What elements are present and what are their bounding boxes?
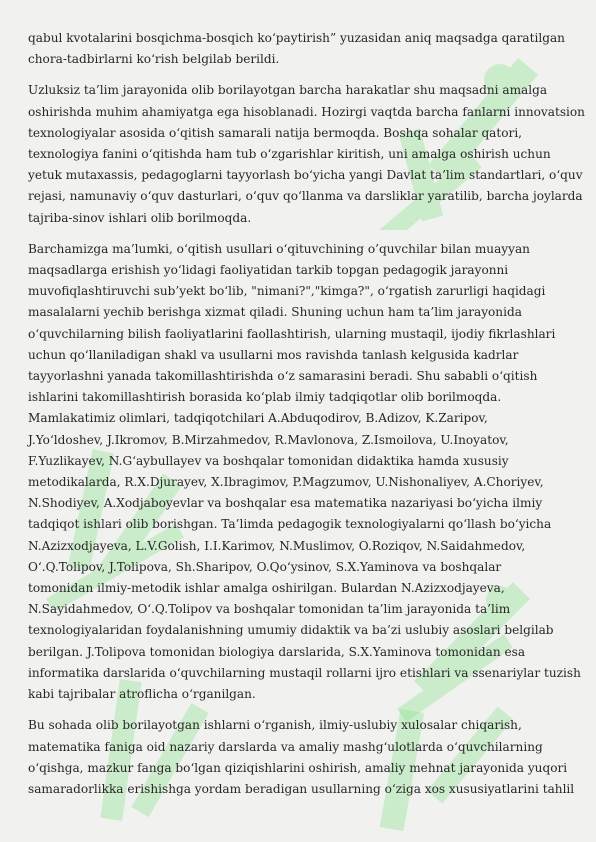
text-line: texnologiya fanini o‘qitishda ham tub o‘zgarishlar kiritish, uni amalga oshirish uchun bbox=[28, 147, 551, 162]
text-line: metodikalarda, R.X.Djurayev, X.Ibragimov, P.Magzumov, U.Nishonaliyev, A.Choriyev, bbox=[28, 475, 544, 490]
paragraph bbox=[28, 80, 585, 228]
text-line: N.Sayidahmedov, O‘.Q.Tolipov va boshqalar tomonidan ta’lim jarayonida ta’lim bbox=[28, 602, 511, 617]
text-line: tayyorlashni yanada takomillashtirishda o‘z samarasini beradi. Shu sababli o‘qitish bbox=[28, 369, 538, 384]
text-line: berilgan. J.Tolipova tomonidan biologiya darslarida, S.X.Yaminova tomonidan esa bbox=[28, 644, 526, 659]
text-line: rejasi, namunaviy o‘quv dasturlari, o‘quv qo‘llanma va darsliklar yaratilib, barcha joylarda bbox=[28, 189, 583, 204]
text-line: Bu sohada olib borilayotgan ishlarni o‘rganish, ilmiy-uslubiy xulosalar chiqarish, bbox=[28, 718, 522, 733]
text-line: oshirishda muhim ahamiyatga ega hisoblanadi. Hozirgi vaqtda barcha fanlarni innovatsion bbox=[28, 104, 585, 119]
text-line: Mamlakatimiz olimlari, tadqiqotchilari A.Abduqodirov, B.Adizov, K.Zaripov, bbox=[28, 411, 488, 426]
text-line: chora-tadbirlarni ko‘rish belgilab berildi. bbox=[28, 52, 280, 67]
paragraph bbox=[28, 28, 568, 70]
text-line: samaradorlikka erishishga yordam beradigan usullarning o‘ziga xos xususiyatlarini tahlil bbox=[28, 781, 575, 796]
text-line: texnologiyalar asosida o‘qitish samarali natija bermoqda. Boshqa sohalar qatori, bbox=[28, 125, 523, 140]
text-line: O‘.Q.Tolipov, J.Tolipova, Sh.Sharipov, O.Qo‘ysinov, S.X.Yaminova va boshqalar bbox=[28, 559, 502, 574]
paragraph bbox=[28, 715, 575, 800]
text-line: yetuk mutaxassis, pedagoglarni tayyorlash bo‘yicha yangi Davlat ta’lim standartlari, o‘quv bbox=[28, 168, 583, 183]
text-line: tajriba-sinov ishlari olib borilmoqda. bbox=[28, 210, 252, 225]
text-line: Uzluksiz ta’lim jarayonida olib borilayotgan barcha harakatlar shu maqsadni amalga bbox=[28, 83, 548, 98]
document-body bbox=[28, 28, 585, 810]
text-line: o‘qishga, mazkur fanga bo‘lgan qiziqishlarini oshirish, amaliy mehnat jarayonida yuqori bbox=[28, 760, 568, 775]
text-line: qabul kvotalarini bosqichma-bosqich ko‘paytirish” yuzasidan aniq maqsadga qaratilgan bbox=[28, 31, 565, 45]
text-line: muvofiqlashtiruvchi sub’yekt bo‘lib, "nimani?","kimga?", o‘rgatish zarurligi haqidagi bbox=[28, 284, 546, 299]
text-line: maqsadlarga erishish yo‘lidagi faoliyatidan tarkib topgan pedagogik jarayonni bbox=[28, 263, 509, 278]
text-line: ishlarini takomillashtirish borasida ko‘plab ilmiy tadqiqotlar olib borilmoqda. bbox=[28, 390, 502, 405]
text-line: masalalarni yechib berishga xizmat qiladi. Shuning uchun ham ta’lim jarayonida bbox=[28, 305, 522, 320]
text-line: informatika darslarida o‘quvchilarning mustaqil rollarni ijro etishlari va ssenariylar tuzish bbox=[28, 665, 581, 680]
text-line: uchun qo‘llaniladigan shakl va usullarni mos ravishda tanlash kelgusida kadrlar bbox=[28, 347, 519, 362]
text-line: matematika faniga oid nazariy darslarda va amaliy mashg‘ulotlarda o‘quvchilarning bbox=[28, 739, 543, 754]
text-line: kabi tajribalar atroflicha o‘rganilgan. bbox=[28, 687, 256, 702]
text-line: texnologiyalaridan foydalanishning umumiy didaktik va ba’zi uslubiy asoslari belgilab bbox=[28, 623, 554, 638]
text-line: F.Yuzlikayev, N.G‘aybullayev va boshqalar tomonidan didaktika hamda xususiy bbox=[28, 453, 509, 468]
text-line: Barchamizga ma’lumki, o‘qitish usullari o‘qituvchining o’quvchilar bilan muayyan bbox=[28, 241, 530, 256]
text-line: J.Yo‘ldoshev, J.Ikromov, B.Mirzahmedov, R.Mavlonova, Z.Ismoilova, U.Inoyatov, bbox=[28, 432, 509, 447]
text-line: o‘quvchilarning bilish faoliyatlarini faollashtirish, ularning mustaqil, ijodiy fikrlashlari bbox=[28, 326, 556, 341]
text-line: N.Shodiyev, A.Xodjaboyevlar va boshqalar esa matematika nazariyasi bo‘yicha ilmiy bbox=[28, 496, 543, 511]
text-line: tomonidan ilmiy-metodik ishlar amalga oshirilgan. Bulardan N.Azizxodjayeva, bbox=[28, 581, 505, 596]
text-line: tadqiqot ishlari olib borishgan. Ta’limda pedagogik texnologiyalarni qo‘llash bo‘yicha bbox=[28, 517, 552, 532]
text-line: N.Azizxodjayeva, L.V.Golish, I.I.Karimov, N.Muslimov, O.Roziqov, N.Saidahmedov, bbox=[28, 538, 526, 553]
paragraph bbox=[28, 239, 581, 705]
